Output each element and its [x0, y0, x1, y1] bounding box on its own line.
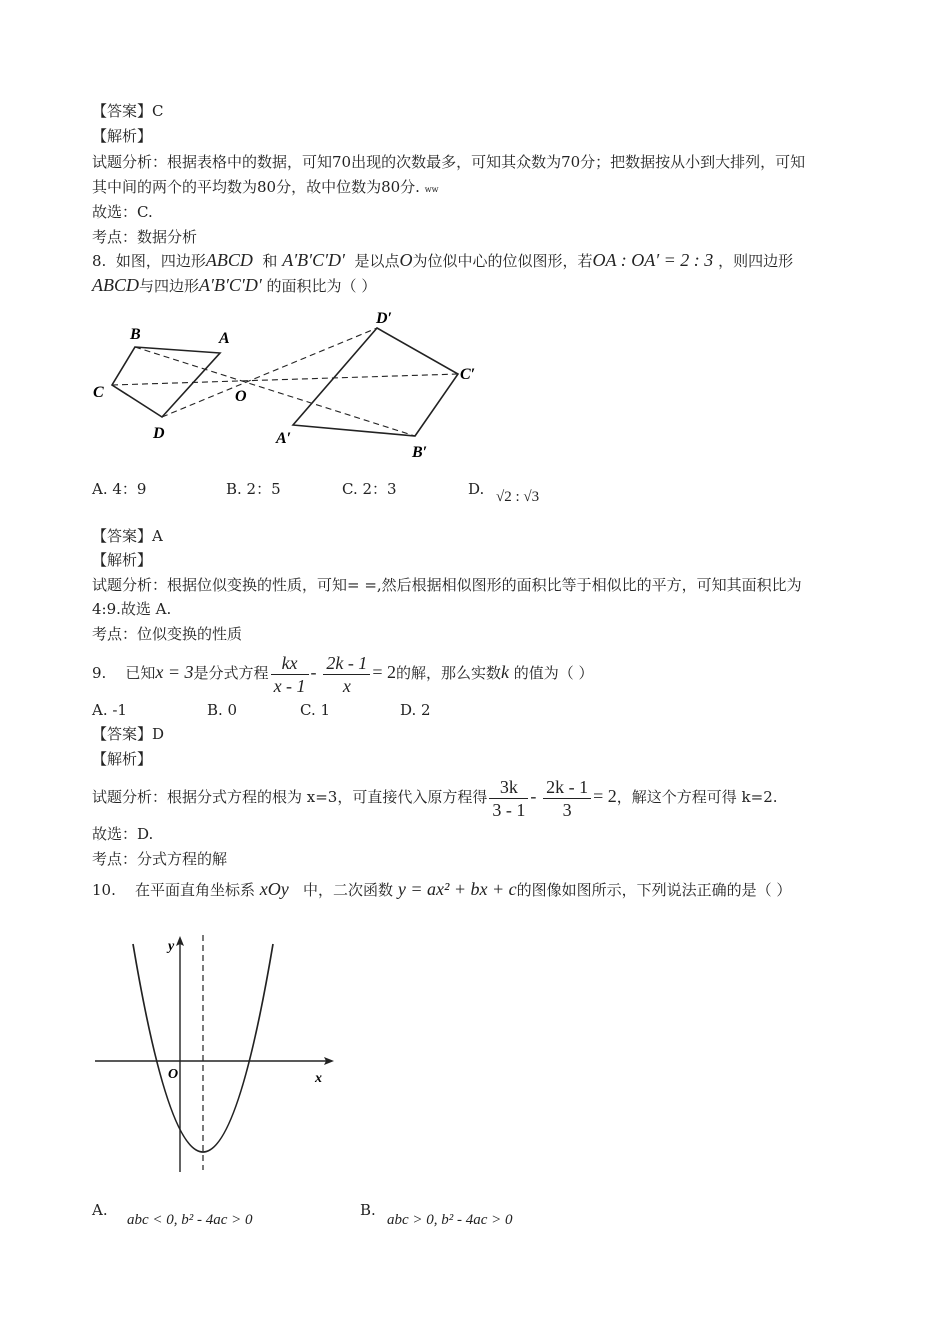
- q8-figure: [85, 305, 485, 475]
- q9-option-a: A. -1: [92, 701, 127, 719]
- label-d: D: [153, 425, 165, 442]
- q8-option-c: C. 2：3: [342, 480, 397, 498]
- q10-parabola-figure: [90, 930, 350, 1180]
- q10-option-a-label: A.: [92, 1201, 108, 1219]
- q10-stem: 10. 在平面直角坐标系 xOy 中，二次函数 y = ax² + bx + c的图像如图所示，下列说法正确的是（ ）: [92, 879, 792, 899]
- q8-analysis-line-1: 试题分析：根据位似变换的性质，可知= =,然后根据相似图形的面积比等于相似比的平方，可知其面积比为: [92, 576, 802, 594]
- label-c-prime: C′: [460, 366, 476, 383]
- x-axis-label: x: [315, 1071, 322, 1086]
- q8-option-d-math: √2 : √3: [496, 489, 540, 505]
- q9-analysis-line: 试题分析：根据分式方程的根为 x=3，可直接代入原方程得 $\frac{3k}{3 - 1}$ - $\frac{2k - 1}{3}$ = 2，解这个方程可得 k=2.: [92, 776, 778, 820]
- q7-answer: 【答案】C: [92, 102, 164, 120]
- q7-analysis-line-2: 其中间的两个的平均数为80分，故中位数为80分. ww: [92, 178, 439, 196]
- dash-b-bprime: [135, 347, 415, 436]
- label-a-prime: A′: [276, 430, 292, 447]
- q9-choice: 故选：D.: [92, 825, 154, 843]
- q8-option-b: B. 2：5: [226, 480, 281, 498]
- q7-analysis-line-1: 试题分析：根据表格中的数据，可知70出现的次数最多，可知其众数为70分；把数据按从小到大排列，可知: [92, 153, 806, 171]
- q9-option-c: C. 1: [300, 701, 331, 719]
- label-o: O: [235, 388, 247, 405]
- q9-option-b: B. 0: [207, 701, 238, 719]
- q9-stem: 9. 已知x = 3是分式方程 $\frac{kx}{x - 1}$ - $\frac{2k - 1}{x}$ = 2的解，那么实数k 的值为（ ）: [92, 652, 594, 696]
- q8-stem-line-2: ABCD与四边形A′B′C′D′ 的面积比为（ ）: [92, 275, 377, 295]
- dash-d-dprime: [162, 328, 377, 417]
- origin-label: O: [168, 1067, 179, 1082]
- q10-option-b-math: abc > 0, b² - 4ac > 0: [387, 1212, 513, 1228]
- q9-option-d: D. 2: [400, 701, 431, 719]
- q7-analysis-label: 【解析】: [92, 127, 153, 145]
- q8-analysis-line-2: 4:9.故选 A.: [92, 600, 172, 618]
- q8-stem-line-1: 8. 如图，四边形ABCD 和 A′B′C′D′ 是以点O为位似中心的位似图形，若OA : OA′ = 2 : 3 ，则四边形: [92, 250, 794, 270]
- label-a: A: [219, 330, 230, 347]
- label-b-prime: B′: [412, 444, 428, 461]
- q8-point: 考点：位似变换的性质: [92, 625, 243, 643]
- q10-option-a-math: abc < 0, b² - 4ac > 0: [127, 1212, 253, 1228]
- q7-choice: 故选：C.: [92, 203, 153, 221]
- dash-c-cprime: [112, 374, 458, 385]
- q8-analysis-label: 【解析】: [92, 551, 153, 569]
- q7-point: 考点：数据分析: [92, 228, 198, 246]
- y-axis-label: y: [168, 939, 175, 954]
- q8-option-d-label: D.: [468, 480, 485, 498]
- label-c: C: [93, 384, 104, 401]
- watermark: ww: [424, 185, 439, 194]
- q8-option-a: A. 4：9: [92, 480, 147, 498]
- q9-answer: 【答案】D: [92, 725, 165, 743]
- q9-point: 考点：分式方程的解: [92, 850, 228, 868]
- quad-abcd-prime: [293, 328, 458, 436]
- q9-analysis-label: 【解析】: [92, 750, 153, 768]
- q8-answer: 【答案】A: [92, 527, 163, 545]
- label-b: B: [130, 326, 141, 343]
- label-d-prime: D′: [376, 310, 393, 327]
- q10-option-b-label: B.: [360, 1201, 376, 1219]
